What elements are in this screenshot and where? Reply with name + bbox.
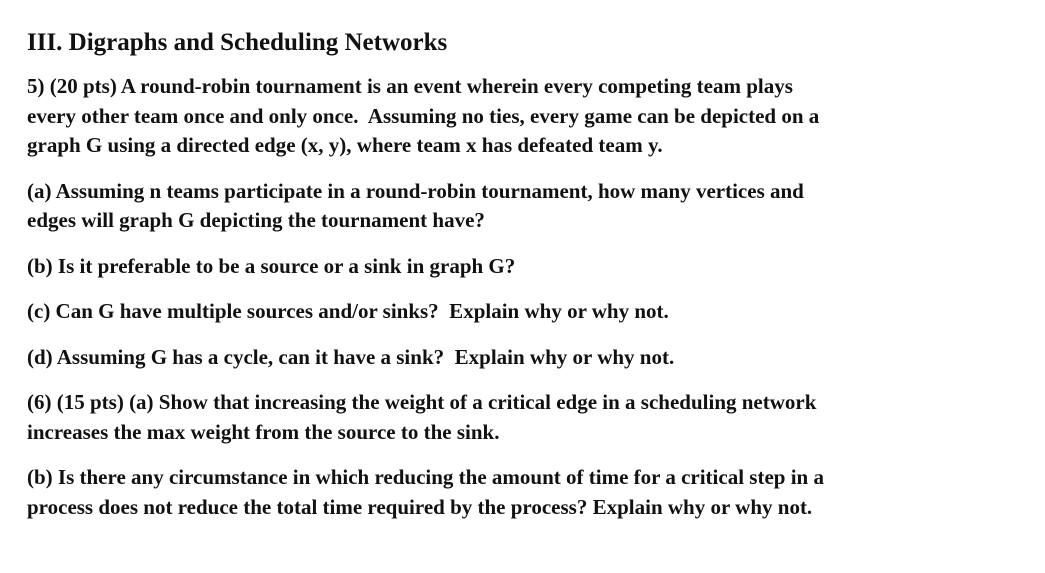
question-6b-line-1: (b) Is there any circumstance in which reducing the amount of time for a critical step in a: [27, 465, 824, 489]
question-5: [27, 72, 1027, 161]
document-page: [27, 26, 1027, 522]
question-5a-line-2: edges will graph G depicting the tournament have?: [27, 208, 485, 232]
question-5-line-1: 5) (20 pts) A round-robin tournament is an event wherein every competing team plays: [27, 74, 793, 98]
question-5-line-2: every other team once and only once. Assuming no ties, every game can be depicted on a: [27, 103, 820, 128]
question-5b: (b) Is it preferable to be a source or a sink in graph G?: [27, 253, 516, 278]
question-5-line-3: graph G using a directed edge (x, y), where team x has defeated team y.: [27, 133, 663, 157]
question-5d: (d) Assuming G has a cycle, can it have a sink? Explain why or why not.: [27, 344, 675, 369]
question-6b: [27, 463, 1027, 522]
question-5a-line-1: (a) Assuming n teams participate in a round-robin tournament, how many vertices and: [27, 178, 804, 203]
question-6b-line-2: process does not reduce the total time required by the process? Explain why or why not.: [27, 494, 813, 519]
question-6a: [27, 388, 1027, 447]
question-6a-line-1: (6) (15 pts) (a) Show that increasing the weight of a critical edge in a scheduling network: [27, 390, 817, 414]
question-5c: (c) Can G have multiple sources and/or sinks? Explain why or why not.: [27, 299, 669, 323]
question-5a: [27, 177, 1027, 236]
section-title: III. Digraphs and Scheduling Networks: [27, 29, 448, 56]
question-6a-line-2: increases the max weight from the source to the sink.: [27, 419, 500, 444]
